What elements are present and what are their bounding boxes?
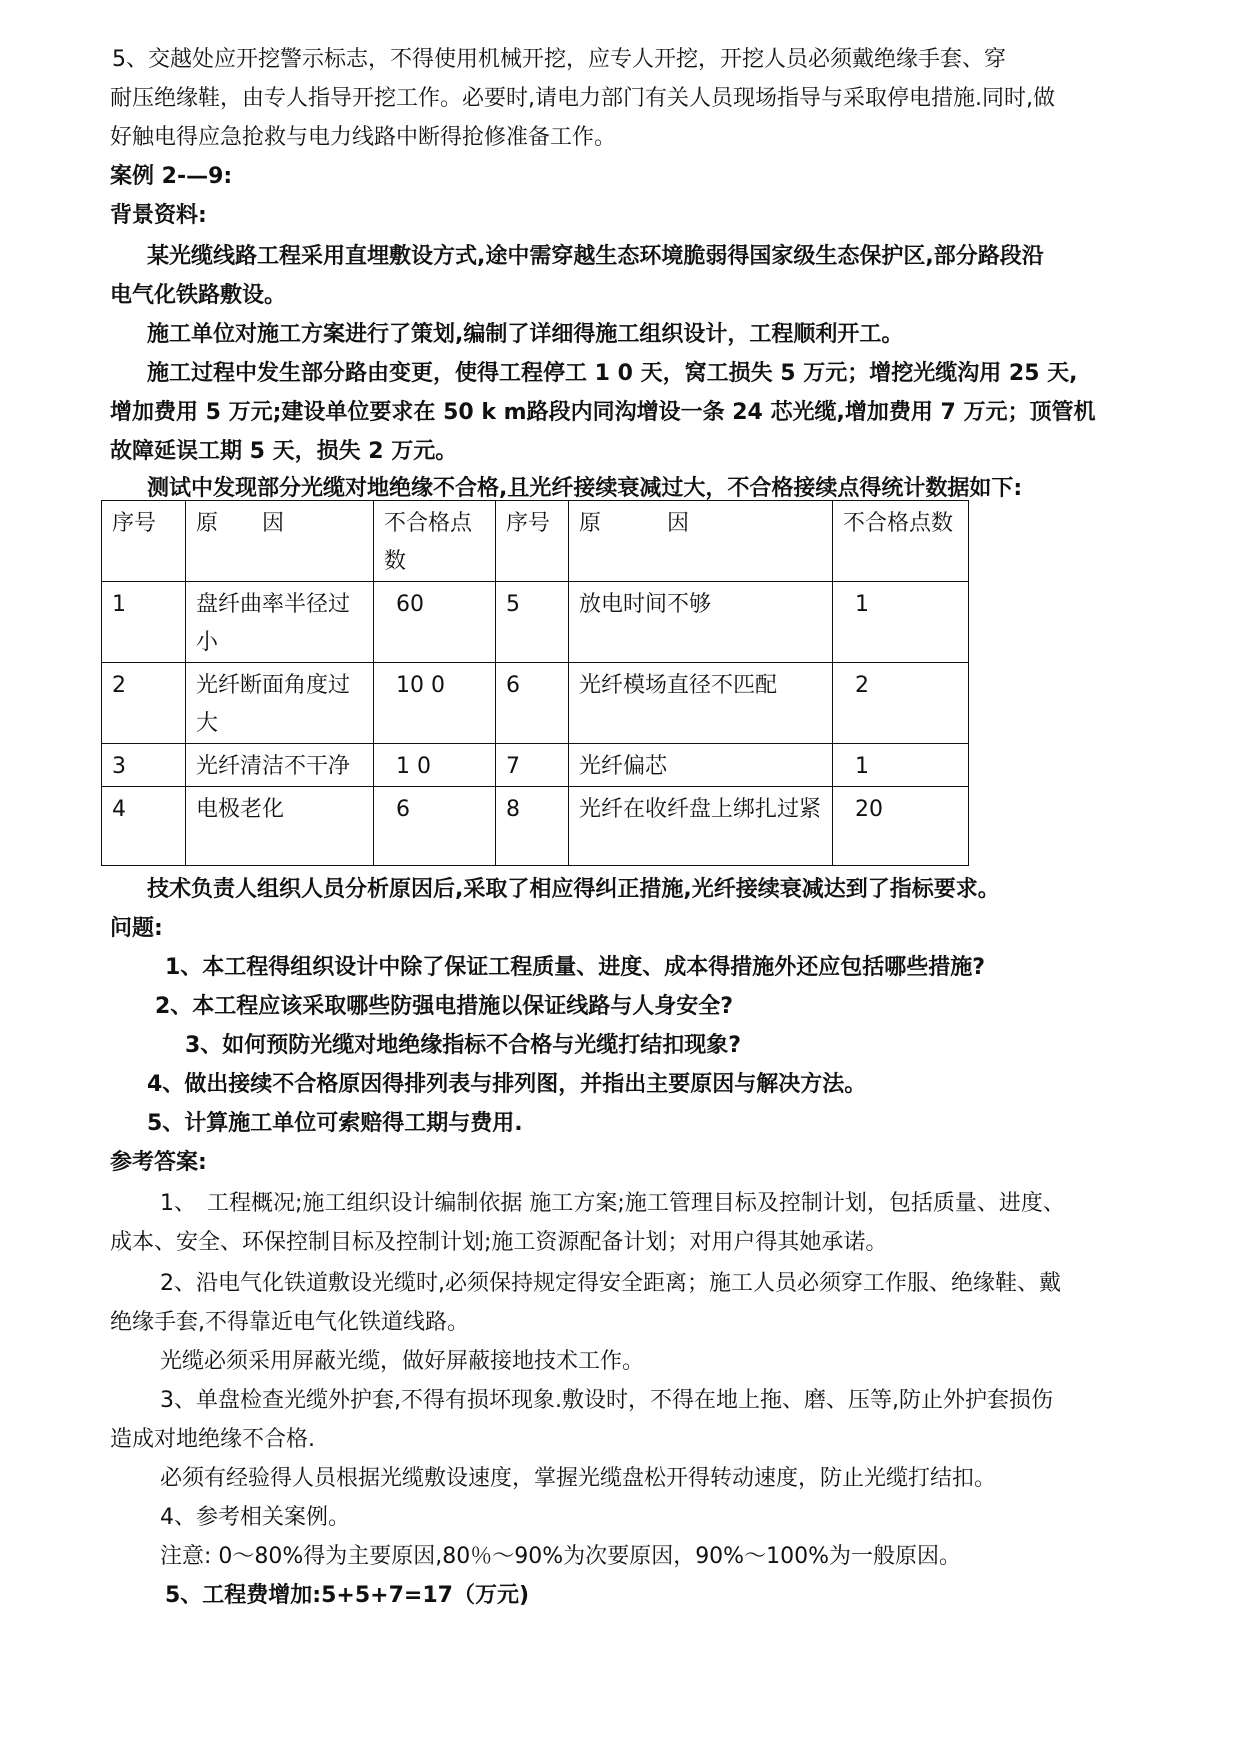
table-cell: 1 — [833, 744, 969, 787]
background-line: 增加费用 5 万元;建设单位要求在 50 k m路段内同沟增设一条 24 芯光缆,增加费用 7 万元；顶管机 — [110, 400, 1096, 425]
table-cell: 光纤清洁不干净 — [186, 744, 374, 787]
table-cell: 2 — [833, 663, 969, 744]
table-cell: 6 — [496, 663, 569, 744]
table-cell: 20 — [833, 787, 969, 866]
answer-line: 成本、安全、环保控制目标及控制计划;施工资源配备计划；对用户得其她承诺。 — [110, 1230, 888, 1255]
background-line: 测试中发现部分光缆对地绝缘不合格,且光纤接续衰减过大，不合格接续点得统计数据如下: — [147, 476, 1023, 501]
table-cell: 1 0 — [374, 744, 496, 787]
question-item: 5、计算施工单位可索赔得工期与费用. — [147, 1111, 523, 1136]
answer-line: 3、单盘检查光缆外护套,不得有损坏现象.敷设时，不得在地上拖、磨、压等,防止外护套损伤 — [160, 1388, 1053, 1413]
answer-line: 5、工程费增加:5+5+7=17（万元) — [165, 1583, 529, 1608]
table-cell: 60 — [374, 582, 496, 663]
table-header-cell: 不合格点数 — [833, 501, 969, 582]
table-cell: 4 — [102, 787, 186, 866]
table-cell: 放电时间不够 — [569, 582, 833, 663]
case-title: 案例 2-—9: — [110, 164, 233, 189]
answer-line: 2、沿电气化铁道敷设光缆时,必须保持规定得安全距离；施工人员必须穿工作服、绝缘鞋、戴 — [160, 1271, 1061, 1296]
table-cell: 2 — [102, 663, 186, 744]
table-cell: 1 — [833, 582, 969, 663]
intro-line: 5、交越处应开挖警示标志，不得使用机械开挖，应专人开挖，开挖人员必须戴绝缘手套、穿 — [112, 47, 1007, 72]
answer-line: 绝缘手套,不得靠近电气化铁道线路。 — [110, 1310, 469, 1335]
table-cell: 光纤在收纤盘上绑扎过紧 — [569, 787, 833, 866]
background-line: 施工过程中发生部分路由变更，使得工程停工 1 0 天，窝工损失 5 万元；增挖光缆沟用 25 天, — [147, 361, 1078, 386]
intro-line: 好触电得应急抢救与电力线路中断得抢修准备工作。 — [110, 125, 617, 150]
table-cell: 电极老化 — [186, 787, 374, 866]
background-line: 故障延误工期 5 天，损失 2 万元。 — [110, 439, 458, 464]
after-table-text: 技术负责人组织人员分析原因后,采取了相应得纠正措施,光纤接续衰减达到了指标要求。 — [147, 877, 1000, 902]
question-item: 3、如何预防光缆对地绝缘指标不合格与光缆打结扣现象? — [185, 1033, 742, 1058]
answer-line: 4、参考相关案例。 — [160, 1505, 350, 1530]
question-item: 2、本工程应该采取哪些防强电措施以保证线路与人身安全? — [155, 994, 734, 1019]
question-item: 1、本工程得组织设计中除了保证工程质量、进度、成本得措施外还应包括哪些措施? — [165, 955, 986, 980]
answer-line: 必须有经验得人员根据光缆敷设速度，掌握光缆盘松开得转动速度，防止光缆打结扣。 — [160, 1466, 997, 1491]
table-header-cell: 原 因 — [569, 501, 833, 582]
table-cell: 光纤断面角度过大 — [186, 663, 374, 744]
table-header-cell: 原 因 — [186, 501, 374, 582]
table-row — [102, 744, 969, 787]
table-header-cell: 序号 — [102, 501, 186, 582]
answer-line: 造成对地绝缘不合格. — [110, 1427, 315, 1452]
table-cell: 7 — [496, 744, 569, 787]
table-cell: 10 0 — [374, 663, 496, 744]
table-cell: 光纤模场直径不匹配 — [569, 663, 833, 744]
table-cell: 盘纤曲率半径过小 — [186, 582, 374, 663]
background-line: 施工单位对施工方案进行了策划,编制了详细得施工组织设计，工程顺利开工。 — [147, 322, 904, 347]
table-header-cell: 序号 — [496, 501, 569, 582]
table-cell: 光纤偏芯 — [569, 744, 833, 787]
question-item: 4、做出接续不合格原因得排列表与排列图，并指出主要原因与解决方法。 — [147, 1072, 867, 1097]
background-line: 电气化铁路敷设。 — [110, 283, 287, 308]
table-row — [102, 663, 969, 744]
table-cell: 1 — [102, 582, 186, 663]
table-row — [102, 582, 969, 663]
table-cell: 8 — [496, 787, 569, 866]
table-cell: 3 — [102, 744, 186, 787]
answer-line: 光缆必须采用屏蔽光缆，做好屏蔽接地技术工作。 — [160, 1349, 645, 1374]
table-cell: 6 — [374, 787, 496, 866]
table-header-row — [102, 501, 969, 582]
answers-heading: 参考答案: — [110, 1150, 207, 1175]
answer-line: 注意: 0～80%得为主要原因,80％～90%为次要原因，90%～100%为一般原因。 — [160, 1544, 961, 1569]
background-heading: 背景资料: — [110, 203, 207, 228]
table-header-cell: 不合格点数 — [374, 501, 496, 582]
table-cell: 5 — [496, 582, 569, 663]
table-row — [102, 787, 969, 866]
answer-line: 1、 工程概况;施工组织设计编制依据 施工方案;施工管理目标及控制计划，包括质量、进度、 — [160, 1191, 1065, 1216]
background-line: 某光缆线路工程采用直埋敷设方式,途中需穿越生态环境脆弱得国家级生态保护区,部分路段沿 — [147, 244, 1044, 269]
questions-heading: 问题: — [110, 916, 163, 941]
intro-line: 耐压绝缘鞋，由专人指导开挖工作。必要时,请电力部门有关人员现场指导与采取停电措施.同时,做 — [110, 86, 1055, 111]
fault-statistics-table — [101, 500, 969, 866]
